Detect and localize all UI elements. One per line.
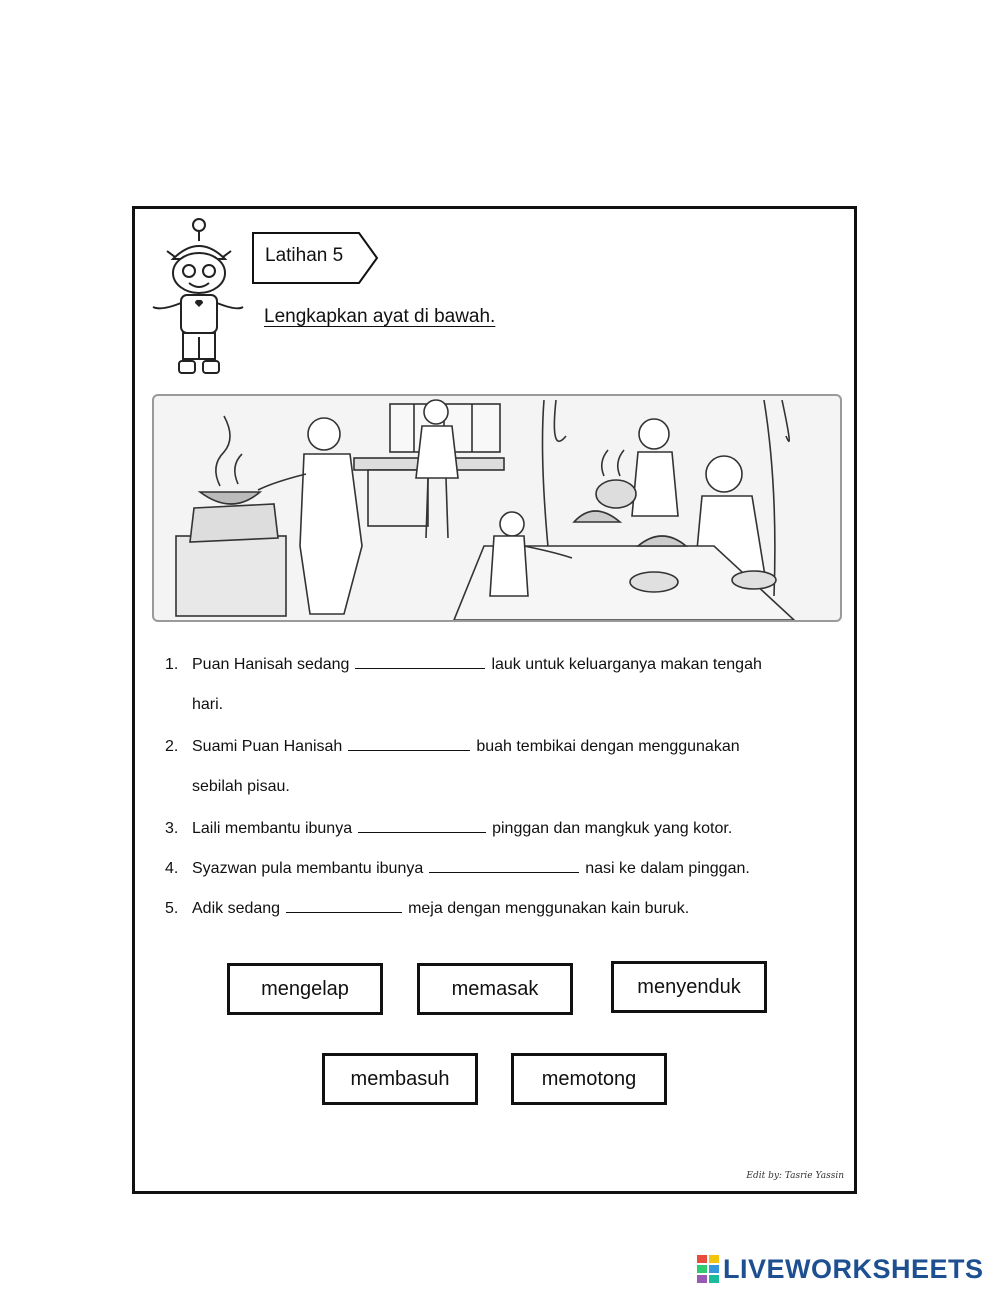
question-text: buah tembikai dengan menggunakan <box>476 738 740 755</box>
question-number: 5. <box>165 900 179 917</box>
word-option-memotong[interactable]: memotong <box>511 1053 667 1105</box>
question-text: Puan Hanisah sedang <box>192 656 350 673</box>
question-1-continuation: hari. <box>192 696 224 713</box>
question-text: Syazwan pula membantu ibunya <box>192 860 424 877</box>
word-option-mengelap[interactable]: mengelap <box>227 963 383 1015</box>
answer-blank-5[interactable] <box>286 898 402 913</box>
question-text: Suami Puan Hanisah <box>192 738 343 755</box>
answer-blank-3[interactable] <box>358 818 486 833</box>
kitchen-scene-illustration <box>152 394 842 622</box>
instruction-text: Lengkapkan ayat di bawah. <box>264 306 496 327</box>
liveworksheets-brand-text: LIVEWORKSHEETS <box>723 1253 984 1284</box>
question-text: Laili membantu ibunya <box>192 820 353 837</box>
question-text: nasi ke dalam pinggan. <box>585 860 750 877</box>
question-text: pinggan dan mangkuk yang kotor. <box>492 820 733 837</box>
question-2 <box>165 727 825 767</box>
question-number: 2. <box>165 738 179 755</box>
question-text: lauk untuk keluarganya makan tengah <box>491 656 762 673</box>
question-number: 4. <box>165 860 179 877</box>
liveworksheets-logo-icon <box>697 1255 719 1283</box>
question-5 <box>165 889 825 929</box>
question-1 <box>165 645 825 685</box>
word-option-memasak[interactable]: memasak <box>417 963 573 1015</box>
answer-blank-2[interactable] <box>348 736 470 751</box>
answer-blank-1[interactable] <box>355 654 485 669</box>
question-number: 3. <box>165 820 179 837</box>
mascot-illustration <box>149 211 245 383</box>
question-text: Adik sedang <box>192 900 281 917</box>
liveworksheets-logo[interactable] <box>697 1253 984 1285</box>
word-option-membasuh[interactable]: membasuh <box>322 1053 478 1105</box>
question-4 <box>165 849 825 889</box>
word-option-menyenduk[interactable]: menyenduk <box>611 961 767 1013</box>
question-text: meja dengan menggunakan kain buruk. <box>408 900 690 917</box>
exercise-title: Latihan 5 <box>265 245 344 266</box>
question-3 <box>165 809 825 849</box>
answer-blank-4[interactable] <box>429 858 579 873</box>
worksheet-page <box>132 206 857 1194</box>
question-2-continuation: sebilah pisau. <box>192 778 290 795</box>
question-number: 1. <box>165 656 179 673</box>
question-list <box>165 645 825 929</box>
author-credit: Edit by: Tasrie Yassin <box>746 1171 844 1181</box>
